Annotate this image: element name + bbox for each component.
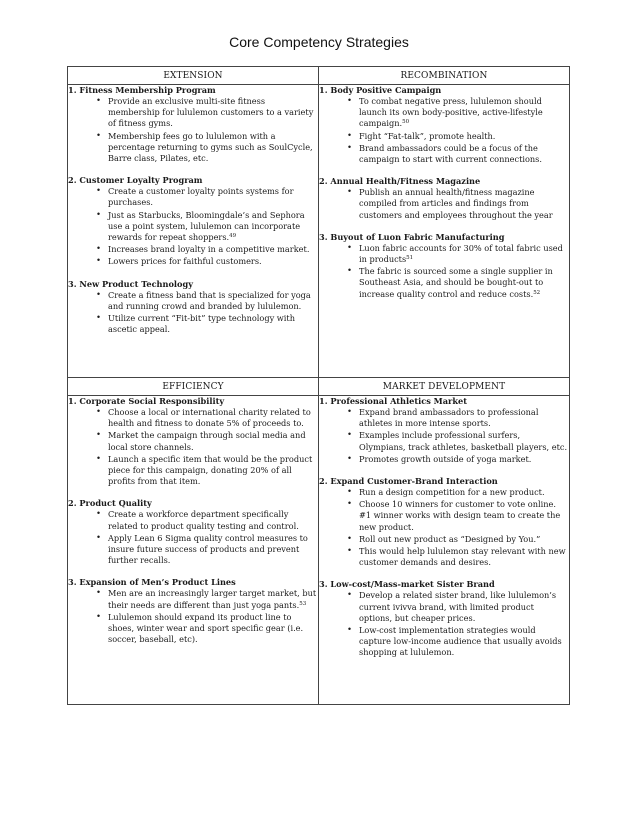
market-development-header: MARKET DEVELOPMENT	[319, 378, 570, 396]
bullet-item	[347, 499, 569, 533]
strategy-matrix	[67, 66, 570, 705]
bullet-text: This would help lululemon stay relevant with new customer demands and desires.	[359, 546, 566, 568]
section-heading: 1. Professional Athletics Market	[319, 396, 468, 406]
bullet-item	[96, 313, 318, 335]
bullet-text: Brand ambassadors could be a focus of the campaign to start with current connections.	[359, 142, 542, 165]
section-heading: 3. Buyout of Luon Fabric Manufacturing	[319, 231, 505, 242]
bullet-text: Expand brand ambassadors to professional athletes in more intense sports.	[359, 407, 539, 429]
bullet-text: Roll out new product as “Designed by You.”	[359, 533, 541, 544]
bullet-list	[319, 487, 569, 568]
section-heading: 2. Expand Customer-Brand Interaction	[319, 476, 498, 487]
strategy-section	[68, 279, 318, 336]
bullet-text: Utilize current “Fit-bit” type technology with ascetic appeal.	[108, 313, 295, 335]
bullet-text: Create a workforce department specifically related to product quality testing and control.	[108, 509, 299, 531]
footnote-ref: 50	[402, 119, 410, 126]
market-development-cell	[319, 396, 570, 705]
recombination-header: RECOMBINATION	[319, 67, 570, 85]
bullet-list	[319, 407, 569, 465]
bullet-text: Luon fabric accounts for 30% of total fabric used in products	[359, 242, 563, 265]
efficiency-cell	[68, 396, 319, 705]
footnote-ref: 53	[299, 600, 307, 607]
page-title: Core Competency Strategies	[229, 34, 409, 50]
section-heading: 2. Product Quality	[68, 498, 152, 509]
bullet-item	[96, 210, 318, 244]
strategy-section	[319, 396, 569, 465]
strategy-section	[68, 577, 318, 645]
section-heading: 1. Body Positive Campaign	[319, 85, 442, 95]
bullet-list	[68, 509, 318, 566]
bullet-text: To combat negative press, lululemon should launch its own body-positive, active-lifestyle campaign.	[359, 96, 543, 129]
strategy-section	[68, 396, 318, 487]
bullet-item	[96, 96, 318, 130]
bullet-item	[347, 143, 569, 165]
bullet-text: Increases brand loyalty in a competitive market.	[108, 244, 310, 255]
bullet-item	[96, 612, 318, 646]
bullet-item	[96, 509, 318, 531]
bullet-list	[68, 290, 318, 336]
bullet-text: Membership fees go to lululemon with a percentage returning to gyms such as SoulCycle, Barre class, Pilates, etc.	[108, 130, 313, 164]
section-heading: 3. Low-cost/Mass-market Sister Brand	[319, 579, 495, 590]
bullet-item	[347, 487, 569, 498]
bullet-text: Men are an increasingly larger target market, but their needs are different than just yoga pants.	[108, 588, 317, 610]
strategy-section	[68, 498, 318, 566]
bullet-item	[347, 187, 569, 221]
bullet-list	[319, 590, 569, 658]
bullet-text: Lowers prices for faithful customers.	[108, 256, 262, 267]
section-heading: 2. Annual Health/Fitness Magazine	[319, 176, 481, 187]
strategy-section	[319, 476, 569, 568]
bullet-text: Lululemon should expand its product line to shoes, winter wear and sport specific gear (i.e. soccer, baseball, etc).	[108, 611, 304, 645]
bullet-item	[347, 266, 569, 300]
extension-header: EXTENSION	[68, 67, 319, 85]
bullet-text: Create a customer loyalty points systems for purchases.	[108, 186, 294, 208]
section-heading: 1. Fitness Membership Program	[68, 85, 216, 95]
bullet-list	[319, 187, 569, 221]
strategy-section	[68, 85, 318, 164]
bullet-item	[96, 533, 318, 567]
bullet-item	[347, 590, 569, 624]
bullet-text: Apply Lean 6 Sigma quality control measures to insure future success of products and prevent further recalls.	[108, 532, 308, 566]
bullet-list	[319, 96, 569, 165]
bullet-text: Run a design competition for a new product.	[359, 487, 545, 498]
bullet-item	[96, 131, 318, 165]
bullet-text: Provide an exclusive multi-site fitness membership for lululemon customers to a variety of fitness gyms.	[108, 96, 314, 129]
bullet-text: Fight “Fat-talk”, promote health.	[359, 130, 496, 141]
bullet-item	[347, 625, 569, 659]
section-heading: 1. Corporate Social Responsibility	[68, 396, 225, 406]
bullet-text: Low-cost implementation strategies would capture low-income audience that usually avoids shopping at lululemon.	[359, 625, 562, 658]
bullet-item	[96, 244, 318, 255]
bullet-item	[96, 454, 318, 488]
bullet-text: Promotes growth outside of yoga market.	[359, 453, 532, 464]
bullet-item	[347, 546, 569, 568]
bullet-text: Launch a specific item that would be the product piece for this campaign, donating 20% of all profits from that item.	[108, 453, 313, 487]
section-heading: 3. New Product Technology	[68, 278, 193, 289]
bullet-item	[347, 131, 569, 142]
bullet-list	[319, 243, 569, 300]
bullet-list	[68, 588, 318, 645]
bullet-list	[68, 96, 318, 164]
footnote-ref: 49	[229, 233, 237, 240]
strategy-section	[319, 579, 569, 658]
bullet-text: Choose a local or international charity related to health and fitness to donate 5% of proceeds to.	[108, 407, 311, 429]
bullet-text: Just as Starbucks, Bloomingdale’s and Sephora use a point system, lululemon can incorporate rewards for repeat shoppers.	[108, 209, 305, 243]
bullet-text: Publish an annual health/fitness magazine compiled from articles and findings from customers and employees throughout the year	[359, 187, 553, 220]
bullet-item	[96, 407, 318, 429]
bullet-text: Create a fitness band that is specialized for yoga and running crowd and branded by lululemon.	[108, 289, 311, 311]
footnote-ref: 51	[406, 255, 414, 262]
section-heading: 2. Customer Loyalty Program	[68, 175, 203, 186]
bullet-text: Choose 10 winners for customer to vote online. #1 winner works with design team to create the new product.	[359, 499, 561, 532]
strategy-section	[319, 176, 569, 221]
bullet-item	[347, 243, 569, 265]
bullet-item	[96, 588, 318, 610]
bullet-list	[68, 186, 318, 267]
section-heading: 3. Expansion of Men’s Product Lines	[68, 577, 236, 588]
bullet-item	[96, 430, 318, 452]
bullet-item	[347, 407, 569, 429]
bullet-item	[347, 430, 569, 452]
bullet-item	[347, 454, 569, 465]
bullet-text: Market the campaign through social media and local store channels.	[108, 430, 306, 452]
bullet-item	[96, 290, 318, 312]
recombination-cell	[319, 85, 570, 378]
extension-cell	[68, 85, 319, 378]
bullet-text: Develop a related sister brand, like lululemon’s current ivivva brand, with limited product options, but cheaper prices.	[359, 590, 557, 623]
bullet-item	[347, 96, 569, 130]
bullet-text: The fabric is sourced some a single supplier in Southeast Asia, and should be bought-out to increase quality control and reduce costs.	[359, 266, 553, 299]
strategy-section	[68, 175, 318, 267]
bullet-item	[96, 256, 318, 267]
bullet-list	[68, 407, 318, 487]
footnote-ref: 52	[533, 289, 541, 296]
bullet-item	[96, 186, 318, 208]
strategy-section	[319, 85, 569, 165]
bullet-item	[347, 534, 569, 545]
efficiency-header: EFFICIENCY	[68, 378, 319, 396]
strategy-section	[319, 232, 569, 300]
bullet-text: Examples include professional surfers, Olympians, track athletes, basketball players, etc.	[359, 430, 568, 452]
